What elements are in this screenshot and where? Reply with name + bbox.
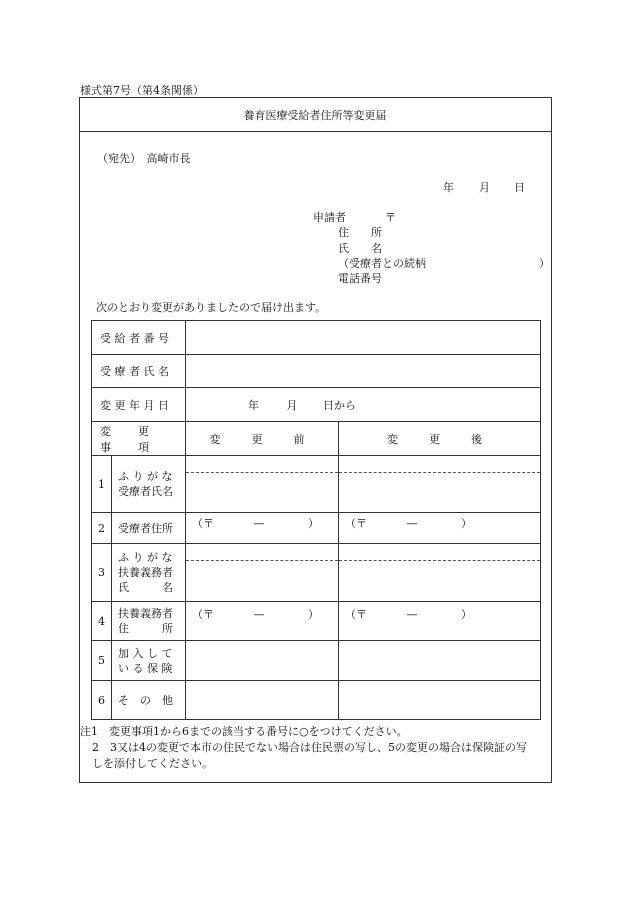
postal-close: ） [461, 608, 472, 621]
item-2-number: 2 [92, 513, 112, 544]
postal-open: （〒 [192, 608, 214, 621]
header-item: 変 更 事 項 [92, 422, 186, 456]
note-2-label: 2 [92, 741, 99, 754]
item-6-label: そ の 他 [112, 681, 186, 720]
postal-dash: — [253, 517, 265, 530]
applicant-address-label: 住 所 [338, 226, 382, 239]
postal-open: （〒 [345, 608, 367, 621]
header-before: 変 更 前 [186, 422, 339, 456]
relation-label: （受療者との続柄 [338, 257, 426, 270]
postal-dash: — [253, 608, 265, 621]
item-5-number: 5 [92, 641, 112, 681]
change-day-from: 日から [323, 398, 356, 412]
postal-mark: 〒 [385, 211, 396, 224]
item-4-after[interactable] [339, 602, 541, 641]
patient-name-field[interactable] [186, 355, 541, 388]
notes [80, 724, 550, 772]
relation-close: ） [539, 257, 550, 270]
note-2-text-a: 3又は4の変更で本市の住民でない場合は住民票の写し、5の変更の場合は保険証の写 [110, 741, 527, 754]
item-2-label: 受療者住所 [112, 513, 186, 544]
item-3-line2: 扶養義務者 [118, 566, 173, 579]
change-date-field[interactable] [186, 388, 541, 422]
item-5-before[interactable] [186, 641, 339, 681]
item-4-line2: 住 所 [118, 622, 173, 635]
furigana-line [186, 456, 338, 473]
date-day: 日 [514, 181, 525, 194]
item-6-number: 6 [92, 681, 112, 720]
form-number: 様式第7号（第4条関係） [80, 84, 204, 97]
title-divider [79, 131, 552, 132]
recipient-number-label: 受 給 者 番 号 [92, 321, 186, 355]
postal-open: （〒 [345, 517, 367, 530]
item-3-before[interactable] [186, 544, 339, 602]
item-2-before[interactable] [186, 513, 339, 544]
item-4-before[interactable] [186, 602, 339, 641]
note-1-label: 注1 [80, 725, 98, 738]
postal-close: ） [461, 517, 472, 530]
item-1-label [112, 456, 186, 513]
note-1-text: 変更事項1から6までの該当する番号に○をつけてください。 [109, 725, 408, 738]
item-1-after[interactable] [339, 456, 541, 513]
change-date-label: 変 更 年 月 日 [92, 388, 186, 422]
item-1-line1: ふ り が な [118, 470, 173, 483]
item-1-before[interactable] [186, 456, 339, 513]
item-1-number: 1 [92, 456, 112, 513]
item-5-line2: い る 保 険 [118, 661, 173, 675]
furigana-line [339, 456, 540, 473]
item-5-after[interactable] [339, 641, 541, 681]
patient-name-label: 受 療 者 氏 名 [92, 355, 186, 388]
item-4-number: 4 [92, 602, 112, 641]
applicant-name-label: 氏 名 [338, 242, 382, 255]
item-3-line3: 氏 名 [118, 581, 173, 594]
item-4-label [112, 602, 186, 641]
change-year: 年 [248, 398, 259, 412]
furigana-line [339, 544, 540, 561]
postal-close: ） [308, 517, 319, 530]
note-2 [80, 740, 550, 756]
applicant-label: 申請者 [313, 211, 346, 224]
postal-dash: — [406, 608, 418, 621]
item-3-line1: ふ り が な [118, 551, 173, 564]
item-2-after[interactable] [339, 513, 541, 544]
item-5-line1: 加 入 し て [118, 646, 173, 660]
item-3-after[interactable] [339, 544, 541, 602]
item-5-label [112, 641, 186, 681]
item-6-after[interactable] [339, 681, 541, 720]
intro-text: 次のとおり変更がありましたので届け出ます。 [96, 301, 327, 314]
recipient-number-field[interactable] [186, 321, 541, 355]
note-1 [80, 724, 550, 740]
item-4-line1: 扶養義務者 [118, 607, 173, 620]
item-3-number: 3 [92, 544, 112, 602]
note-2-cont: しを添付してください。 [92, 757, 213, 770]
change-form-table [91, 320, 541, 720]
item-6-before[interactable] [186, 681, 339, 720]
addressee: （宛先） 高崎市長 [97, 152, 191, 165]
postal-dash: — [406, 517, 418, 530]
form-title: 養育医療受給者住所等変更届 [243, 109, 387, 122]
item-1-line2: 受療者氏名 [118, 485, 173, 498]
header-after: 変 更 後 [339, 422, 541, 456]
applicant-phone-label: 電話番号 [338, 272, 382, 285]
date-year: 年 [443, 181, 454, 194]
furigana-line [186, 544, 338, 561]
item-3-label [112, 544, 186, 602]
postal-close: ） [308, 608, 319, 621]
change-month: 月 [286, 398, 298, 412]
date-month: 月 [479, 181, 490, 194]
postal-open: （〒 [192, 517, 214, 530]
